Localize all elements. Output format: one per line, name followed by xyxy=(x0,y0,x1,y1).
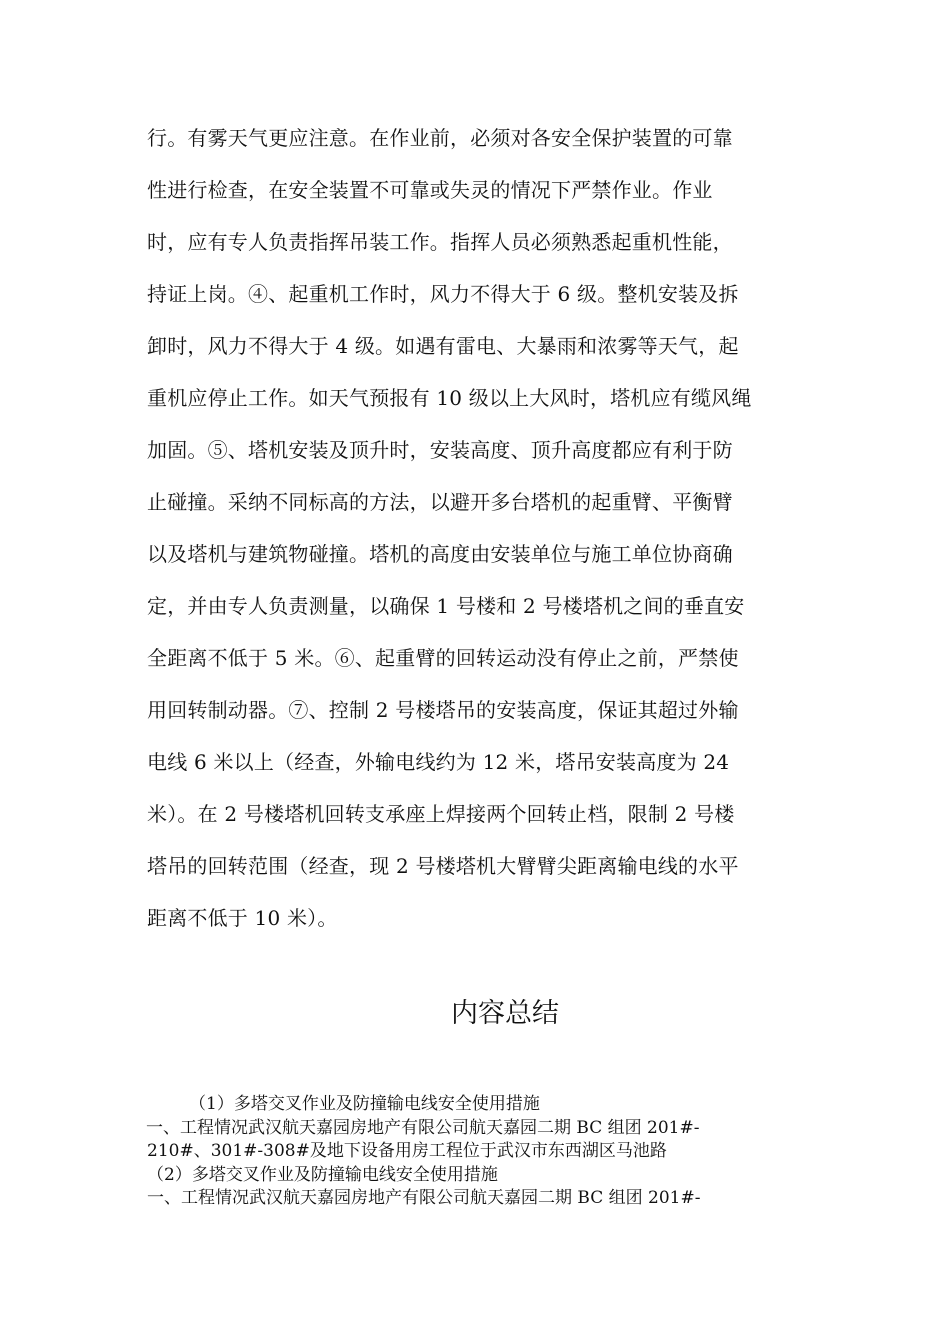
paragraph-line: 用回转制动器。⑦、控制 2 号楼塔吊的安装高度，保证其超过外输 xyxy=(147,698,739,722)
paragraph-line: 重机应停止工作。如天气预报有 10 级以上大风时，塔机应有缆风绳 xyxy=(147,386,752,410)
paragraph-line: 以及塔机与建筑物碰撞。塔机的高度由安装单位与施工单位协商确 xyxy=(147,542,733,566)
paragraph-line: 全距离不低于 5 米。⑥、起重臂的回转运动没有停止之前，严禁使 xyxy=(147,646,739,670)
summary-line: 一、工程情况武汉航天嘉园房地产有限公司航天嘉园二期 BC 组团 201#- xyxy=(147,1188,701,1208)
paragraph-line: 距离不低于 10 米）。 xyxy=(147,906,338,930)
paragraph-line: 米）。在 2 号楼塔机回转支承座上焊接两个回转止档，限制 2 号楼 xyxy=(147,802,735,826)
paragraph-line: 定，并由专人负责测量，以确保 1 号楼和 2 号楼塔机之间的垂直安 xyxy=(147,594,745,618)
paragraph-line: 卸时，风力不得大于 4 级。如遇有雷电、大暴雨和浓雾等天气，起 xyxy=(147,334,739,358)
paragraph-line: 持证上岗。④、起重机工作时，风力不得大于 6 级。整机安装及拆 xyxy=(147,282,739,306)
paragraph-line: 电线 6 米以上（经查，外输电线约为 12 米，塔吊安装高度为 24 xyxy=(147,750,730,774)
summary-line: 一、工程情况武汉航天嘉园房地产有限公司航天嘉园二期 BC 组团 201#- xyxy=(146,1117,700,1138)
paragraph-line: 加固。⑤、塔机安装及顶升时，安装高度、顶升高度都应有利于防 xyxy=(147,438,733,462)
paragraph-line: 时，应有专人负责指挥吊装工作。指挥人员必须熟悉起重机性能， xyxy=(147,230,733,254)
summary-line: 210#、301#-308#及地下设备用房工程位于武汉市东西湖区马池路 xyxy=(147,1141,667,1161)
summary-line: （1）多塔交叉作业及防撞输电线安全使用措施 xyxy=(189,1094,540,1114)
paragraph-line: 性进行检查，在安全装置不可靠或失灵的情况下严禁作业。作业 xyxy=(147,178,713,202)
summary-title: 内容总结 xyxy=(451,998,559,1029)
paragraph-line: 止碰撞。采纳不同标高的方法，以避开多台塔机的起重臂、平衡臂 xyxy=(147,490,733,514)
summary-block xyxy=(147,1093,812,1211)
summary-line: （2）多塔交叉作业及防撞输电线安全使用措施 xyxy=(147,1164,498,1185)
body-paragraph xyxy=(147,119,812,951)
paragraph-line: 塔吊的回转范围（经查，现 2 号楼塔机大臂臂尖距离输电线的水平 xyxy=(147,854,739,878)
paragraph-line: 行。有雾天气更应注意。在作业前，必须对各安全保护装置的可靠 xyxy=(147,126,733,150)
